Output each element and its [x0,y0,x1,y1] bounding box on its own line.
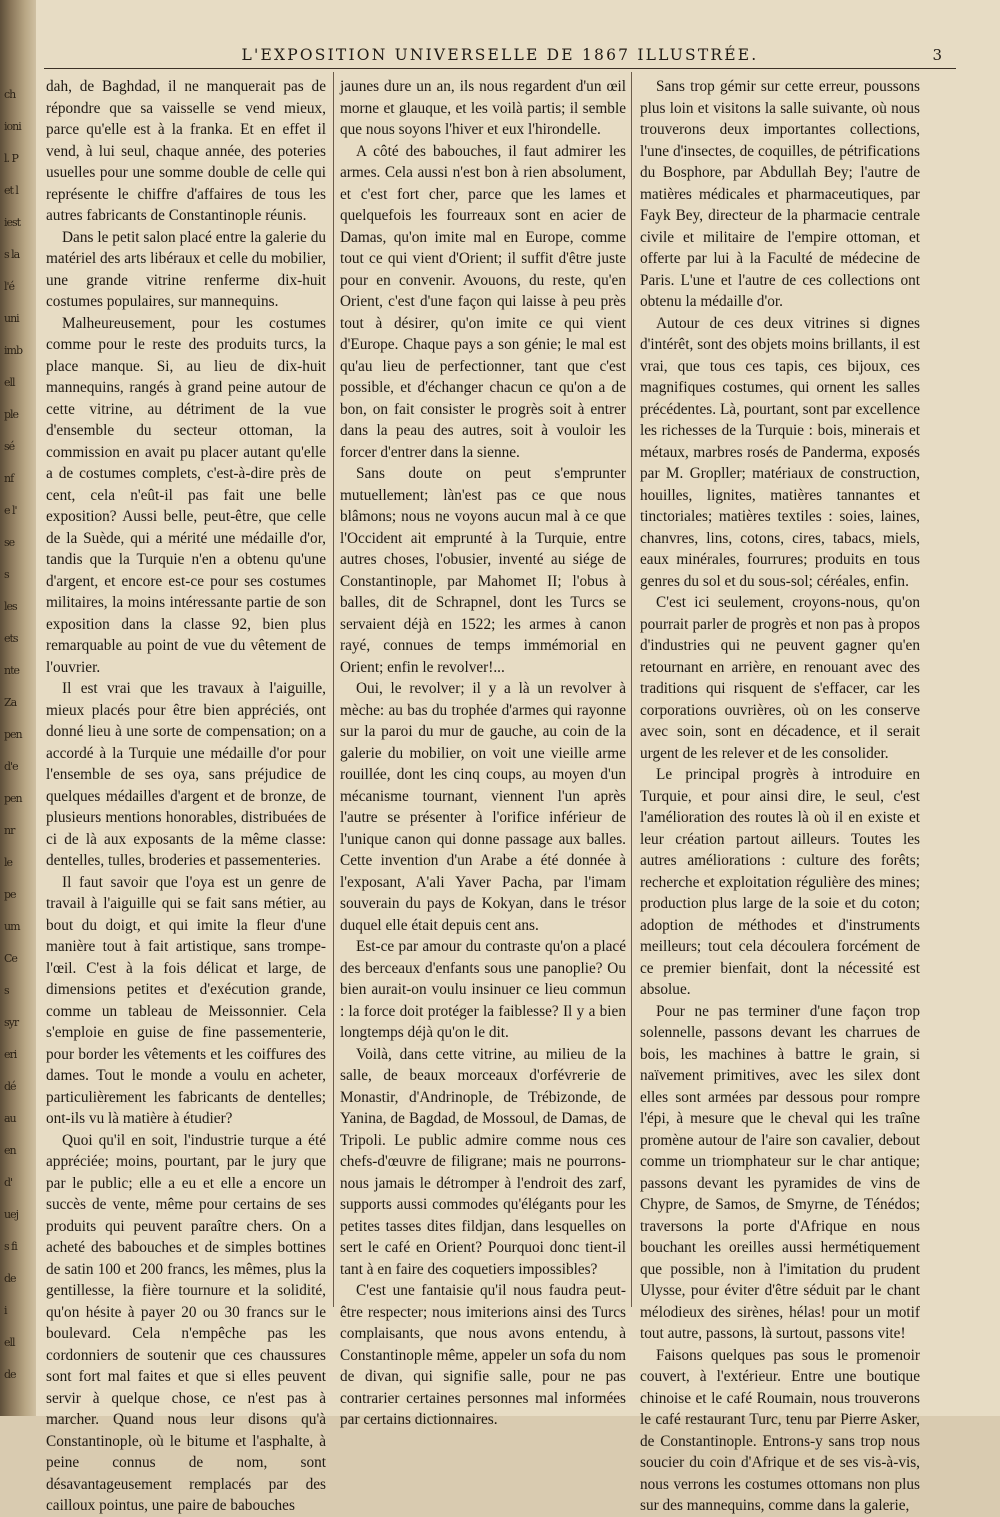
text-column-3 [640,76,920,1514]
paragraph: Autour de ces deux vitrines si dignes d'intérêt, sont des objets moins brillants, il est vrai, que tous ces tapis, ces bijoux, ces magnifiques costumes, qui ornent les salles précédentes. Là, pourtant, sont par excellence les richesses de la Turquie : bois, minerais et métaux, marbres rosés de Panderma, exposés par M. Gropller; matériaux de construction, houilles, lignites, matières tannantes et tinctoriales; matières textiles : soies, laines, chanvres, lins, cotons, cires, tabacs, miels, eaux minérales, fourrures; produits en tous genres du sol et du sous-sol; céréales, enfin. [640,314,920,590]
paragraph: Sans trop gémir sur cette erreur, poussons plus loin et visitons la salle suivante, où nous trouverons deux importantes collections, l'une d'insectes, de coquilles, de pétrifications du Bosphore, par Abdullah Bey; l'autre de matières médicales et pharmaceutiques, par Fayk Bey, directeur de la pharmacie centrale civile et militaire de l'empire ottoman, et offerte par lui à la Faculté de médecine de Paris. L'une et l'autre de ces collections ont obtenu la médaille d'or. [640,78,920,310]
header-rule [44,68,956,69]
paragraph: dah, de Baghdad, il ne manquerait pas de répondre que sa vaisselle se vend mieux, parce qu'elle est à la franka. Et en effet il vend, à lui seul, chaque année, des poteries usuelles pour une somme double de celle qui représente le chiffre d'affaires de tous les autres fabricants de Constantinople réunis. [46,78,326,224]
running-header [40,38,960,68]
edge-text-fragment: ell [4,1336,15,1349]
edge-text-fragment: nr [4,824,15,837]
edge-text-fragment: nte [4,664,20,677]
edge-text-fragment: le [4,856,13,869]
paragraph: Il est vrai que les travaux à l'aiguille, mieux placés pour être bien appréciés, ont donné lieu à une sorte de compensation; on a accordé à la Turquie une médaille d'or pour l'ensemble de ses oya, sans préjudice de quelques médailles d'argent et de bronze, de plusieurs mentions honorables, distribuées de ci de là aux exposants de la même classe: dentelles, tulles, broderies et passementeries. [46,680,326,869]
edge-text-fragment: de [4,1368,16,1381]
paragraph: Est-ce par amour du contraste qu'on a placé des berceaux d'enfants sous une panoplie? Ou bien aurait-on voulu insinuer ce lieu commun : la force doit protéger la faiblesse? Il y a bien longtemps déjà qu'on le dit. [340,938,626,1041]
edge-text-fragment: imb [4,344,22,357]
edge-text-fragment: uni [4,312,19,325]
edge-text-fragment: um [4,920,20,933]
edge-text-fragment: l. P [4,152,18,165]
edge-text-fragment: nf [4,472,14,485]
edge-text-fragment: s [4,568,9,581]
edge-text-fragment: ple [4,408,19,421]
edge-text-fragment: s [4,984,9,997]
edge-text-fragment: e l' [4,504,17,517]
paragraph: Malheureusement, pour les costumes comme pour le reste des produits turcs, la place manque. Si, au lieu de dix-huit mannequins, rangés à grand peine autour de cette vitrine, au détriment de la vue d'ensemble du secteur ottoman, la commission en avait pu placer autant qu'elle a de costumes complets, c'est-à-dire près de cent, cela n'eût-il pas fait une belle exposition? Aussi belle, peut-être, que celle de la Suède, qui a mérité une médaille d'or, tandis que la Turquie n'en a obtenu qu'une d'argent, et encore est-ce pour ses costumes militaires, la moins intéressante partie de son exposition dans la classe 92, bien plus remarquable au point de vue du vêtement de l'ouvrier. [46,314,326,676]
paragraph: Voilà, dans cette vitrine, au milieu de la salle, de beaux morceaux d'orfévrerie de Monastir, d'Andrinople, de Trébizonde, de Yanina, de Bagdad, de Mossoul, de Damas, de Tripoli. Le public admire comme nous ces chefs-d'œuvre de filigrane; mais ne pourrons-nous jamais le détromper à l'endroit des zarf, supports aussi commodes qu'élégants pour les petites tasses dites fildjan, dans lesquelles on sert le café en Orient? Pourquoi donc tient-il tant à en faire des coquetiers impossibles? [340,1045,626,1278]
edge-text-fragment: iest [4,216,21,229]
edge-text-fragment: se [4,536,15,549]
edge-text-fragment: s la [4,248,20,261]
adjacent-page-edge [0,0,36,1416]
edge-text-fragment: l'é [4,280,15,293]
column-divider [333,72,334,1307]
column-divider [631,72,632,1307]
publication-title: L'EXPOSITION UNIVERSELLE DE 1867 ILLUSTRÉE. [241,46,759,64]
edge-text-fragment: de [4,1272,16,1285]
paragraph: Il faut savoir que l'oya est un genre de travail à l'aiguille qui se fait sans métier, au bout du doigt, et qui imite la fleur d'une manière tout à fait artistique, sans trompe-l'œil. C'est à la fois délicat et large, de dimensions petites et d'exécution grande, comme un tableau de Meissonnier. Cela s'emploie en guise de fine passementerie, pour border les vêtements et les coiffures des dames. Tout le monde a voulu en acheter, particulièrement les fabricants de dentelles; ont-ils vu là matière à étudier? [46,873,326,1127]
paragraph: C'est ici seulement, croyons-nous, qu'on pourrait parler de progrès et non pas à propos d'industries qui ne peuvent gagner qu'en retournant en arrière, en renouant avec des traditions qui risquent de s'effacer, car les corporations ouvrières, où on les conserve avec soin, sont en décadence, et il serait urgent de les relever et de les consolider. [640,594,920,762]
edge-text-fragment: ell [4,376,15,389]
edge-text-fragment: sé [4,440,15,453]
edge-text-fragment: uej [4,1208,19,1221]
text-column-2 [340,76,626,1428]
page-number: 3 [932,46,942,64]
edge-text-fragment: ioni [4,120,21,133]
paragraph: Quoi qu'il en soit, l'industrie turque a été appréciée; moins, pourtant, par le jury que par le public; elle a eu et elle a encore un succès de vente, même pour certains de ses produits qui peuvent paraître chers. On a acheté des babouches et de simples bottines de satin 100 et 200 francs, les mêmes, plus la gentillesse, la fière tournure et la solidité, qu'on hésite à payer 20 ou 30 francs sur le boulevard. Cela n'empêche pas les cordonniers de soutenir que ces chaussures sont fort mal faites et que si elles peuvent servir à quelque chose, ce n'est pas à marcher. Quand nous leur disons qu'à Constantinople, où le bitume et l'asphalte, à peine connus de nom, sont désavantageusement remplacés par des cailloux pointus, une paire de babouches [46,1131,326,1514]
edge-text-fragment: au [4,1112,16,1125]
edge-text-fragment: syr [4,1016,19,1029]
edge-text-fragment: s fi [4,1240,17,1253]
edge-text-fragment: ets [4,632,18,645]
edge-text-fragment: eri [4,1048,17,1061]
paragraph: Le principal progrès à introduire en Turquie, et pour ainsi dire, le seul, c'est l'amélioration des routes là où il en existe et leur création partout ailleurs. Toutes les autres améliorations : culture des forêts; recherche et exploitation régulière des mines; production plus large de la soie et du coton; adoption de méthodes et d'instruments meilleurs; tout cela découlera forcément de ce premier bienfait, dont la nécessité est absolue. [640,766,920,998]
paragraph: Sans doute on peut s'emprunter mutuellement; làn'est pas ce que nous blâmons; nous ne voyons aucun mal à ce que l'Occident ait emprunté à la Turquie, entre autres choses, l'obusier, inventé au siége de Constantinople, par Mahomet II; l'obus à balles, dit de Schrapnel, dont les Turcs se servaient déjà en 1522; les armes à canon rayé, connues de temps immémorial en Orient; enfin le revolver!... [340,465,626,676]
edge-text-fragment: ch [4,88,16,101]
edge-text-fragment: pen [4,728,22,741]
edge-text-fragment: les [4,600,17,613]
paragraph: Pour ne pas terminer d'une façon trop solennelle, passons devant les charrues de bois, les machines à battre le grain, si naïvement primitives, avec les silex dont elles sont armées par dessous pour rompre l'épi, à mesure que le cheval qui les traîne promène autour de l'aire son cavalier, debout comme un triomphateur sur le char antique; passons devant les pyramides de vins de Chypre, de Samos, de Smyrne, de Ténédos; traversons la porte d'Afrique en nous bouchant les oreilles aussi hermétiquement que possible, non à l'imitation du prudent Ulysse, pour éviter d'être séduit par le chant mélodieux des sirènes, hélas! pour un motif tout autre, passons, là surtout, passons vite! [640,1002,920,1342]
edge-text-fragment: Ce [4,952,17,965]
edge-text-fragment: pe [4,888,16,901]
edge-text-fragment: pen [4,792,22,805]
edge-text-fragment: Za [4,696,17,709]
paragraph: A côté des babouches, il faut admirer les armes. Cela aussi n'est bon à rien absolument, et c'est fort cher, parce que les lames et quelquefois les fourreaux sont en acier de Damas, qu'on imite mal en Europe, comme tout ce qui vient d'Orient; il suffit d'être juste pour en convenir. Avouons, du reste, qu'en Orient, c'est d'une façon qui laisse à peu près tout à désirer, qu'on imite ce qui vient d'Europe. Chaque pays a son génie; le mal est qu'au lieu de perfectionner, tant que c'est possible, et d'échanger chacun ce qu'on a de bon, on fait consister le progrès soit à entrer dans la peau des autres, soit à vouloir les forcer d'entrer dans la sienne. [340,142,626,461]
edge-text-fragment: et l [4,184,18,197]
paragraph: Dans le petit salon placé entre la galerie du matériel des arts libéraux et celle du mobilier, une grande vitrine renferme dix-huit costumes populaires, sur mannequins. [46,228,326,310]
edge-text-fragment: en [4,1144,16,1157]
edge-text-fragment: d' [4,1176,13,1189]
paragraph: jaunes dure un an, ils nous regardent d'un œil morne et glauque, et les voilà partis; il semble que nous soyons l'hiver et eux l'hirondelle. [340,78,626,138]
edge-text-fragment: i [4,1304,7,1317]
edge-text-fragment: dé [4,1080,16,1093]
edge-text-fragment: d'e [4,760,18,773]
text-column-1 [46,76,326,1514]
paragraph: C'est une fantaisie qu'il nous faudra peut-être respecter; nous imiterions ainsi des Turcs complaisants, que nous avons entendu, à Constantinople même, appeler un sofa du nom de divan, qui signifie salle, pour ne pas contrarier certaines personnes mal informées par certains dictionnaires. [340,1282,626,1428]
paragraph: Oui, le revolver; il y a là un revolver à mèche: au bas du trophée d'armes qui rayonne sur la paroi du mur de gauche, au coin de la galerie du mobilier, on voit une vieille arme rouillée, dont les cinq coups, au moyen d'un mécanisme tournant, viennent l'un après l'autre se présenter à l'orifice inférieur de l'unique canon qui donne passage aux balles. Cette invention d'un Arabe a été donnée à l'exposant, A'ali Yaver Pacha, par l'imam souverain du pays de Kokyan, dans le trésor duquel elle était depuis cent ans. [340,680,626,934]
paragraph: Faisons quelques pas sous le promenoir couvert, à l'extérieur. Entre une boutique chinoise et le café Roumain, nous trouverons le café restaurant Turc, tenu par Pierre Asker, de Constantinople. Entrons-y sans trop nous soucier du coin d'Afrique et de ses vis-à-vis, nous verrons les costumes ottomans non plus sur des mannequins, comme dans la galerie, [640,1346,920,1514]
